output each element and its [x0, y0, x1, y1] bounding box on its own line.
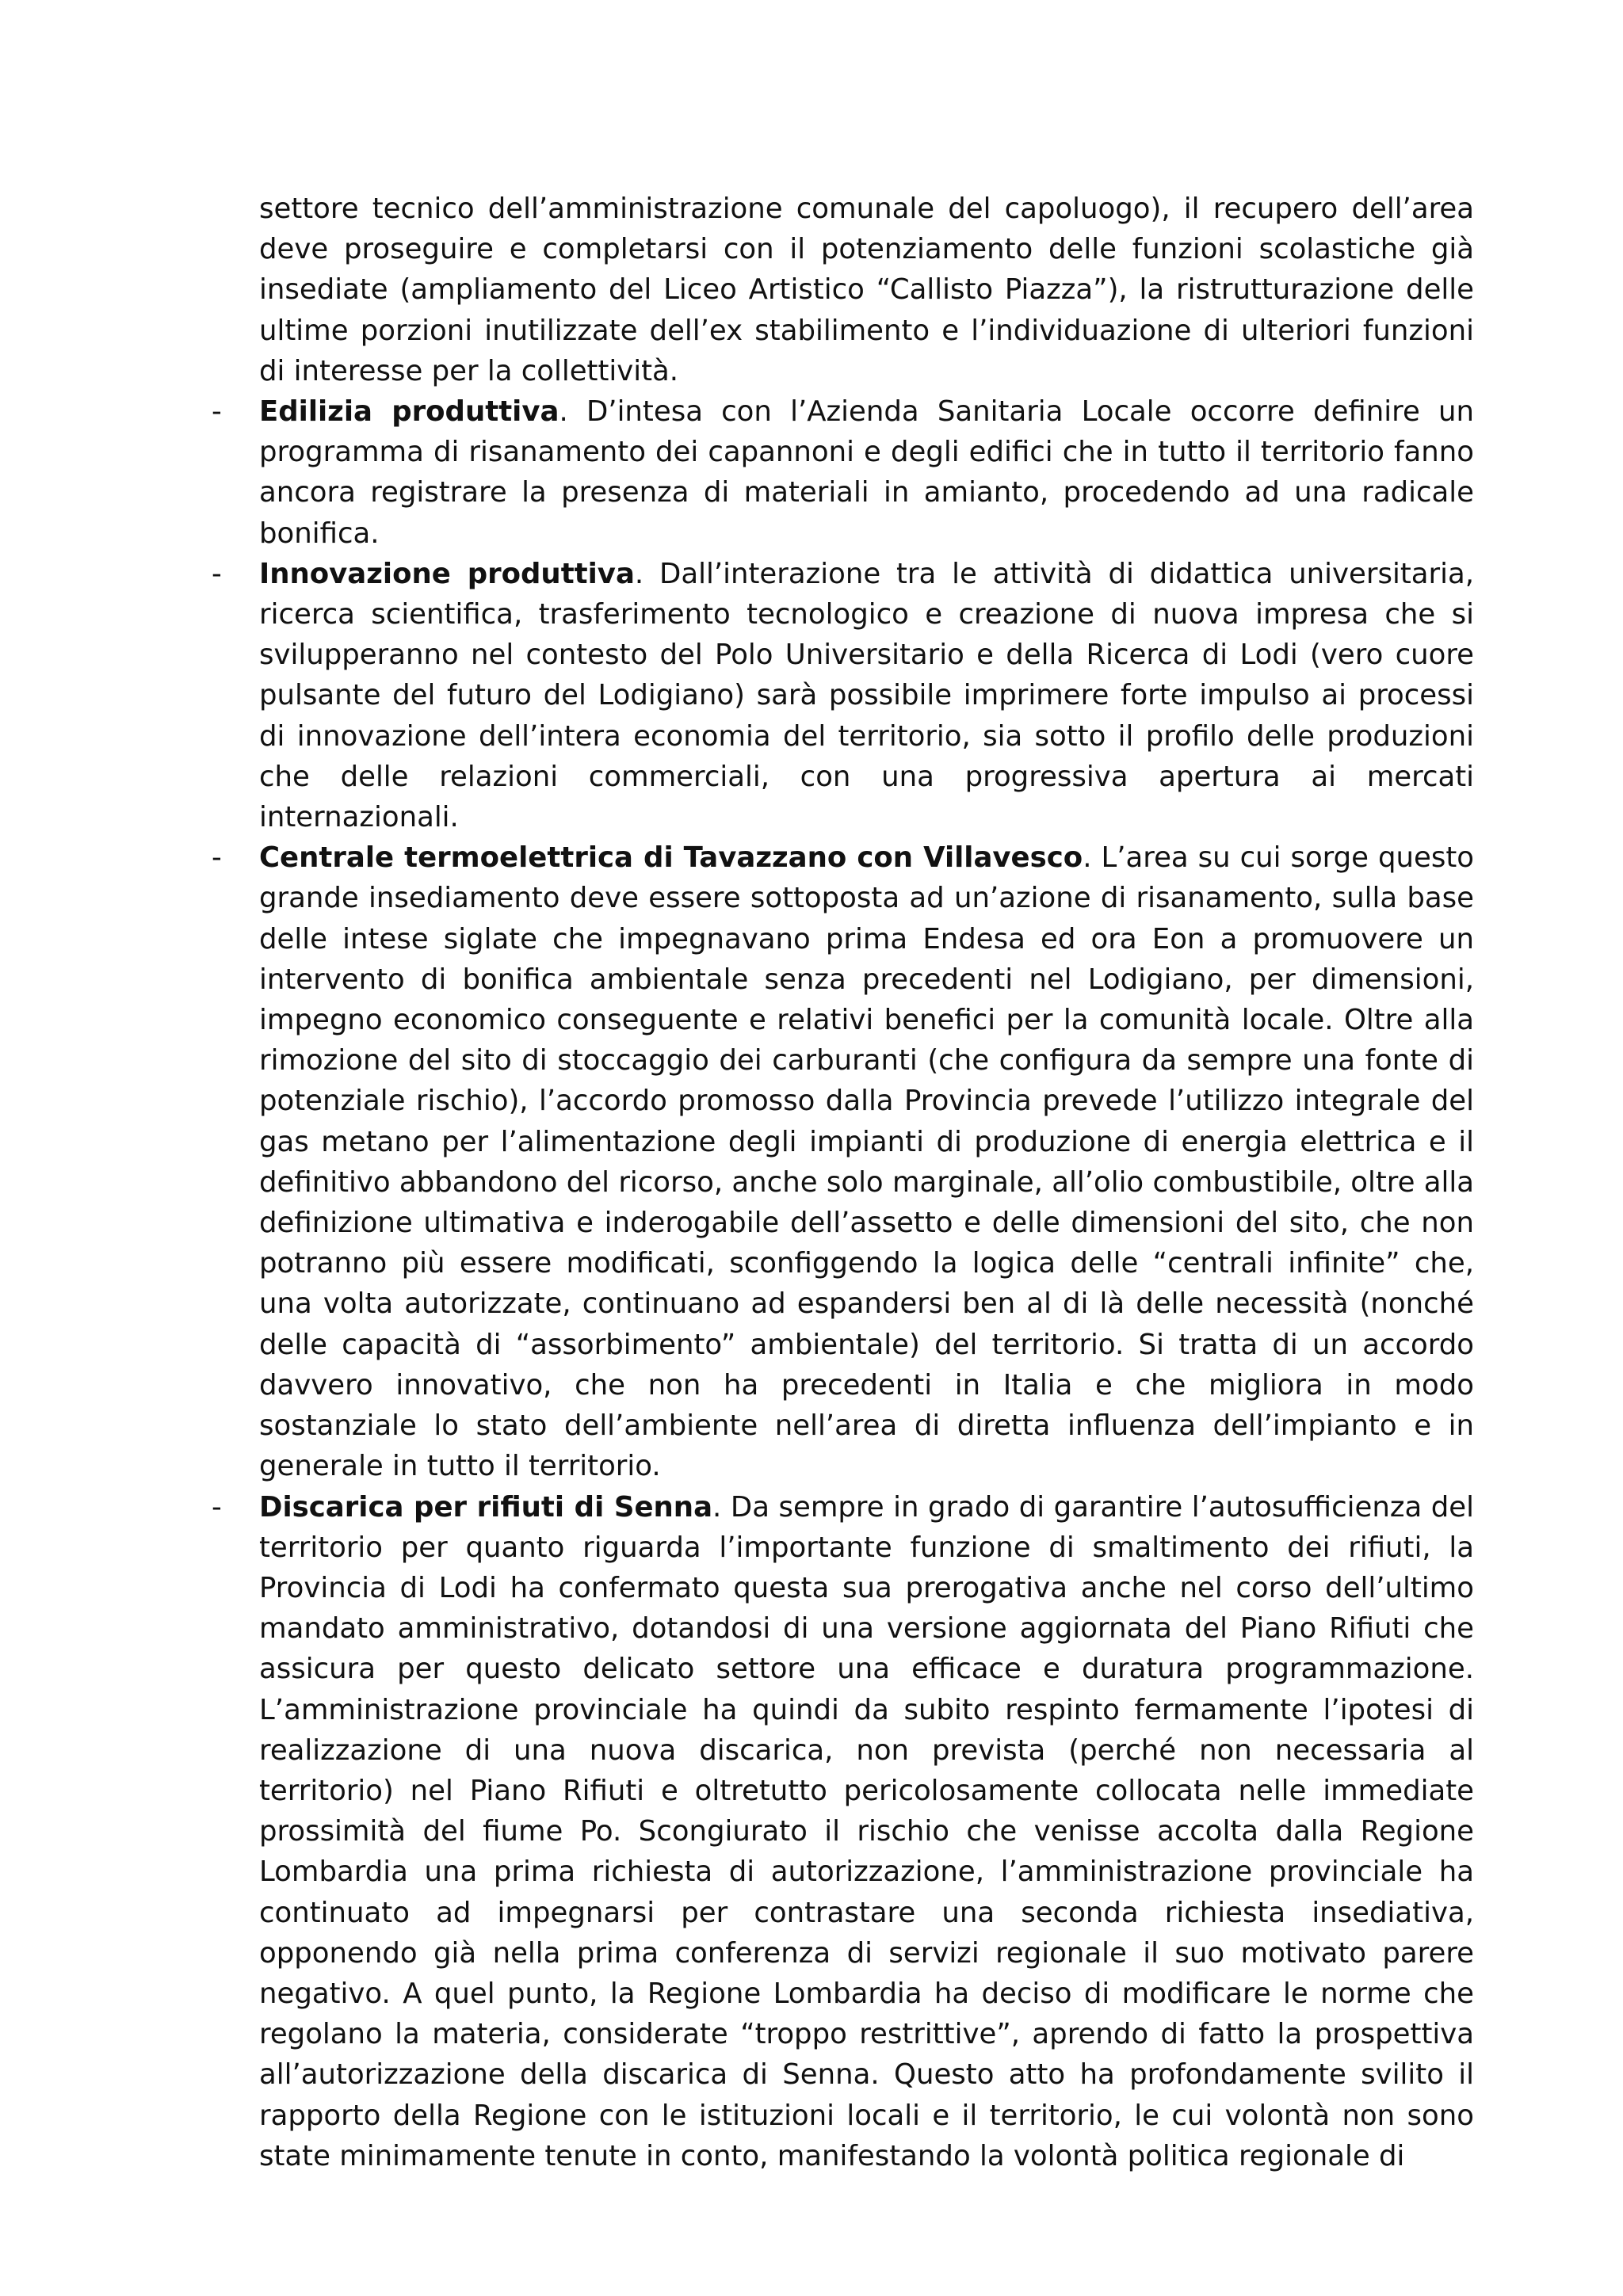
list-item-centrale-termoelettrica [212, 837, 1474, 1486]
list-item-text: . Dall’interazione tra le attività di didattica universitaria, ricerca scientifica, trasferimento tecnologico e creazione di nuova impresa che si svilupperanno nel contesto del Polo Universitario e della Ricerca di Lodi (vero cuore pulsante del futuro del Lodigiano) sarà possibile imprimere forte impulso ai processi di innovazione dell’intera economia del territorio, sia sotto il profilo delle produzioni che delle relazioni commerciali, con una progressiva apertura ai mercati internazionali. [259, 557, 1474, 834]
list-item-text: . D’intesa con l’Azienda Sanitaria Locale occorre definire un programma di risanamento dei capannoni e degli edifici che in tutto il territorio fanno ancora registrare la presenza di materiali in amianto, procedendo ad una radicale bonifica. [259, 395, 1475, 550]
list-item-title: Centrale termoelettrica di Tavazzano con Villavesco [259, 841, 1083, 875]
intro-paragraph: settore tecnico dell’amministrazione comunale del capoluogo), il recupero dell’area deve proseguire e completarsi con il potenziamento delle funzioni scolastiche già insediate (ampliamento del Liceo Artistico “Callisto Piazza”), la ristrutturazione delle ultime porzioni inutilizzate dell’ex stabilimento e l’individuazione di ulteriori funzioni di interesse per la collettività. [259, 193, 1474, 387]
document-page [212, 189, 1475, 2176]
list-item-body [259, 837, 1474, 1486]
list-item-title: Innovazione produttiva [259, 557, 635, 590]
list-item-innovazione-produttiva [212, 554, 1474, 837]
list-item-body [259, 1487, 1474, 2176]
bullet-dash: - [212, 557, 222, 590]
list-item-title: Edilizia produttiva [259, 395, 559, 429]
list-item-text: . Da sempre in grado di garantire l’autosufficienza del territorio per quanto riguarda l’importante funzione di smaltimento dei rifiuti, la Provincia di Lodi ha confermato questa sua prerogativa anche nel corso dell’ultimo mandato amministrativo, dotandosi di una versione aggiornata del Piano Rifiuti che assicura per questo delicato settore una efficace e duratura programmazione. L’amministrazione provinciale ha quindi da subito respinto fermamente l’ipotesi di realizzazione di una nuova discarica, non prevista (perché non necessaria al territorio) nel Piano Rifiuti e oltretutto pericolosamente collocata nelle immediate prossimità del fiume Po. Scongiurato il rischio che venisse accolta dalla Regione Lombardia una prima richiesta di autorizzazione, l’amministrazione provinciale ha continuato ad impegnarsi per contrastare una seconda richiesta insediativa, opponendo già nella prima conferenza di servizi regionale il suo motivato parere negativo. A quel punto, la Regione Lombardia ha deciso di modificare le norme che regolano la materia, considerate “troppo restrittive”, aprendo di fatto la prospettiva all’autorizzazione della discarica di Senna. Questo atto ha profondamente svilito il rapporto della Regione con le istituzioni locali e il territorio, le cui volontà non sono state minimamente tenute in conto, manifestando la volontà politica regionale di [259, 1490, 1475, 2172]
list-item-title: Discarica per rifiuti di Senna [259, 1490, 713, 1524]
list-item-discarica-senna [212, 1487, 1475, 2176]
list-item-body [259, 554, 1474, 837]
bullet-dash: - [212, 395, 222, 429]
bullet-dash: - [212, 1490, 222, 1524]
bullet-dash: - [212, 841, 222, 875]
list-item-edilizia-produttiva [212, 391, 1475, 554]
list-item-body [259, 391, 1474, 554]
list-item-text: . L’area su cui sorge questo grande insediamento deve essere sottoposta ad un’azione di risanamento, sulla base delle intese siglate che impegnavano prima Endesa ed ora Eon a promuovere un intervento di bonifica ambientale senza precedenti nel Lodigiano, per dimensioni, impegno economico conseguente e relativi benefici per la comunità locale. Oltre alla rimozione del sito di stoccaggio dei carburanti (che configura da sempre una fonte di potenziale rischio), l’accordo promosso dalla Provincia prevede l’utilizzo integrale del gas metano per l’alimentazione degli impianti di produzione di energia elettrica e il definitivo abbandono del ricorso, anche solo marginale, all’olio combustibile, oltre alla definizione ultimativa e inderogabile dell’assetto e delle dimensioni del sito, che non potranno più essere modificati, sconfiggendo la logica delle “centrali infinite” che, una volta autorizzate, continuano ad espandersi ben al di là delle necessità (nonché delle capacità di “assorbimento” ambientale) del territorio. Si tratta di un accordo davvero innovativo, che non ha precedenti in Italia e che migliora in modo sostanziale lo stato dell’ambiente nell’area di diretta influenza dell’impianto e in generale in tutto il territorio. [259, 841, 1474, 1483]
